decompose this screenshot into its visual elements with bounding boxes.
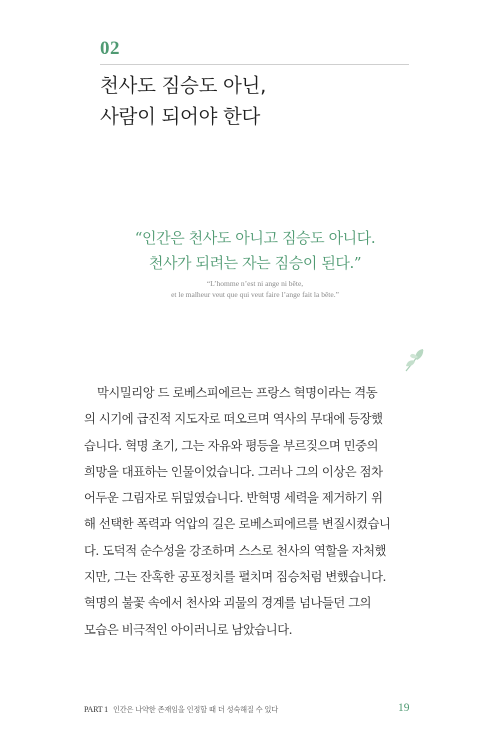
running-footer xyxy=(84,705,278,715)
body-line: 다. 도덕적 순수성을 강조하며 스스로 천사의 역할을 자처했 xyxy=(84,543,386,558)
epigraph-original-line: “L’homme n’est ni ange ni bête, xyxy=(206,279,304,288)
body-line: 희망을 대표하는 인물이었습니다. 그러나 그의 이상은 점차 xyxy=(84,464,383,479)
chapter-number: 02 xyxy=(100,38,120,59)
footer-part-label: PART 1 xyxy=(84,705,108,714)
epigraph-quote xyxy=(100,226,410,276)
chapter-title-line: 사람이 되어야 한다 xyxy=(100,105,261,128)
body-line: 막시밀리앙 드 로베스피에르는 프랑스 혁명이라는 격동 xyxy=(97,386,378,400)
body-line: 의 시기에 급진적 지도자로 떠오르며 역사의 무대에 등장했 xyxy=(84,412,383,427)
body-line: 습니다. 혁명 초기, 그는 자유와 평등을 부르짖으며 민중의 xyxy=(84,438,378,453)
body-line: 어두운 그림자로 뒤덮였습니다. 반혁명 세력을 제거하기 위 xyxy=(84,491,383,506)
body-paragraph xyxy=(84,380,417,643)
body-line: 혁명의 불꽃 속에서 천사와 괴물의 경계를 넘나들던 그의 xyxy=(84,596,372,611)
chapter-title-line: 천사도 짐승도 아닌, xyxy=(100,74,266,97)
epigraph-line: “인간은 천사도 아니고 짐승도 아니다. xyxy=(134,229,376,247)
footer-part-title: 인간은 나약한 존재임을 인정할 때 더 성숙해질 수 있다 xyxy=(112,705,279,714)
chapter-divider xyxy=(100,64,409,65)
epigraph-original-line: et le malheur veut que qui veut faire l’ange fait la bête.” xyxy=(171,290,339,299)
body-line: 지만, 그는 잔혹한 공포정치를 펼치며 짐승처럼 변했습니다. xyxy=(84,570,386,585)
body-line: 모습은 비극적인 아이러니로 남았습니다. xyxy=(84,622,293,637)
epigraph-original xyxy=(100,278,410,300)
chapter-title xyxy=(100,70,420,132)
epigraph-line: 천사가 되려는 자는 짐승이 된다.” xyxy=(148,254,362,272)
page-number: 19 xyxy=(398,702,410,714)
leaf-icon xyxy=(402,347,426,373)
body-line: 해 선택한 폭력과 억압의 길은 로베스피에르를 변질시켰습니 xyxy=(84,517,391,532)
